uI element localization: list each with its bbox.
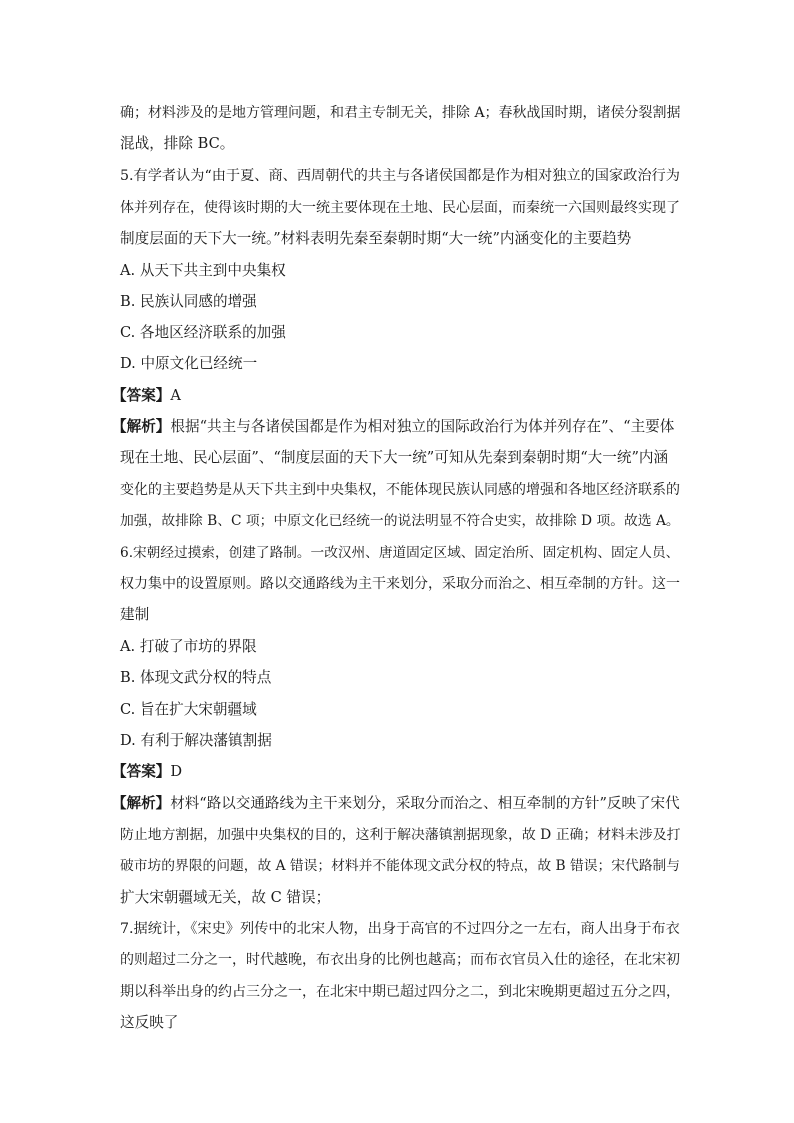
analysis-text: 材料“路以交通路线为主干来划分，采取分而治之、相互牵制的方针”反映了宋代 <box>170 795 680 812</box>
option-d: D. 有利于解决藩镇割据 <box>120 732 272 749</box>
text-line: 制度层面的天下大一统。”材料表明先秦至秦朝时期“大一统”内涵变化的主要趋势 <box>120 230 632 247</box>
option-c: C. 各地区经济联系的加强 <box>120 324 286 341</box>
question-5-stem: 5.有学者认为“由于夏、商、西周朝代的共主与各诸侯国都是作为相对独立的国家政治行为 <box>120 168 680 184</box>
text-line: 混战，排除 BC。 <box>120 135 235 152</box>
text-line: 这反映了 <box>120 1014 179 1031</box>
text-line: 防止地方割据，加强中央集权的目的，这利于解决藩镇割据现象，故 D 正确；材料未涉及打 <box>120 827 681 843</box>
answer-value: D <box>170 763 183 780</box>
answer-line <box>112 386 672 406</box>
option-c: C. 旨在扩大宋朝疆域 <box>120 701 257 718</box>
option-a: A. 打破了市坊的界限 <box>120 638 257 655</box>
analysis-tag: 【解析】 <box>112 418 171 435</box>
option-b: B. 民族认同感的增强 <box>120 293 257 310</box>
text-line: 体并列存在，使得该时期的大一统主要体现在土地、民心层面，而秦统一六国则最终实现了 <box>120 200 680 216</box>
answer-tag: 【答案】 <box>112 387 171 404</box>
analysis-line <box>112 417 675 437</box>
question-6-stem: 6.宋朝经过摸索，创建了路制。一改汉州、唐道固定区域、固定治所、固定机构、固定人员、 <box>120 545 680 561</box>
text-line: 破市坊的界限的问题，故 A 错误；材料并不能体现文武分权的特点，故 B 错误；宋代路制与 <box>120 858 681 874</box>
text-line: 的则超过二分之一，时代越晚，布衣出身的比例也越高；而布衣官员入仕的途径，在北宋初 <box>120 952 680 968</box>
text-line: 加强，故排除 B、C 项；中原文化已经统一的说法明显不符合史实，故排除 D 项。故选 A。 <box>120 513 680 529</box>
analysis-text: 根据“共主与各诸侯国都是作为相对独立的国际政治行为体并列存在”、“主要体 <box>170 418 675 435</box>
text-line: 权力集中的设置原则。路以交通路线为主干来划分，采取分而治之、相互牵制的方针。这一 <box>120 576 680 592</box>
answer-line <box>112 762 672 782</box>
option-a: A. 从天下共主到中央集权 <box>120 262 286 279</box>
text-line: 现在土地、民心层面”、“制度层面的天下大一统”可知从先秦到秦朝时期“大一统”内涵 <box>120 449 669 466</box>
analysis-line <box>112 794 680 814</box>
question-7-stem: 7.据统计，《宋史》列传中的北宋人物，出身于高官的不过四分之一左右，商人出身于布衣 <box>120 921 680 937</box>
text-line: 期以科举出身的约占三分之一，在北宋中期已超过四分之二，到北宋晚期更超过五分之四， <box>120 984 680 1000</box>
text-line: 确；材料涉及的是地方管理问题，和君主专制无关，排除 A；春秋战国时期，诸侯分裂割据 <box>120 105 681 121</box>
answer-tag: 【答案】 <box>112 763 171 780</box>
answer-value: A <box>170 387 181 404</box>
text-line: 建制 <box>120 606 150 623</box>
text-line: 变化的主要趋势是从天下共主到中央集权，不能体现民族认同感的增强和各地区经济联系的 <box>120 482 680 498</box>
analysis-tag: 【解析】 <box>112 795 171 812</box>
text-line: 扩大宋朝疆域无关，故 C 错误； <box>120 889 331 906</box>
option-d: D. 中原文化已经统一 <box>120 355 258 372</box>
option-b: B. 体现文武分权的特点 <box>120 669 272 686</box>
